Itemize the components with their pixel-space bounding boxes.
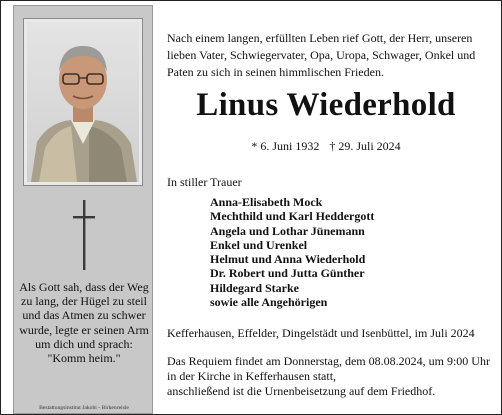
- places-and-date: Kefferhausen, Effelder, Dingelstädt und Isenbüttel, im Juli 2024: [167, 326, 475, 340]
- mourner: Hildegard Starke: [210, 280, 299, 295]
- mourner: Angela und Lothar Jünemann: [210, 223, 365, 238]
- deceased-name: Linus Wiederhold: [196, 87, 456, 123]
- mourner: Helmut und Anna Wiederhold: [210, 252, 366, 267]
- verse-line: um dich und sprach:: [35, 336, 133, 351]
- birth-date: * 6. Juni 1932: [251, 139, 320, 153]
- requiem-info: [167, 354, 497, 400]
- requiem-line: in der Kirche in Kefferhausen statt,: [167, 369, 337, 384]
- intro-line: Paten zu sich in seinen himmlischen Frieden.: [167, 65, 384, 79]
- life-dates: [167, 139, 485, 154]
- mourners-list: [210, 195, 374, 309]
- mourner: Anna-Elisabeth Mock: [210, 195, 323, 209]
- requiem-line: Das Requiem findet am Donnerstag, dem 08.08.2024, um 9:00 Uhr: [167, 354, 490, 368]
- verse-line: zu lang, der Hügel zu steil: [21, 294, 147, 309]
- verse: [16, 280, 152, 365]
- cross-icon: [72, 200, 96, 270]
- mourner: Mechthild und Karl Heddergott: [210, 209, 375, 224]
- mourner: sowie alle Angehörigen: [210, 295, 328, 310]
- intro-line: lieben Vater, Schwiegervater, Opa, Uropa, Schwager, Onkel und: [167, 48, 476, 62]
- mourner: Enkel und Urenkel: [210, 237, 308, 252]
- verse-line: wurde, legte er seinen Arm: [19, 322, 149, 337]
- photo-frame: [23, 18, 143, 186]
- verse-line: und das Atmen zu schwer: [22, 308, 146, 323]
- side-panel: [13, 5, 153, 414]
- death-date: † 29. Juli 2024: [329, 139, 401, 153]
- mourning-heading: In stiller Trauer: [167, 175, 242, 189]
- portrait-photo: [27, 22, 139, 182]
- intro-line: Nach einem langen, erfüllten Leben rief Gott, der Herr, unseren: [167, 31, 473, 45]
- requiem-line: anschließend ist die Urnenbeisetzung auf dem Friedhof.: [167, 384, 436, 399]
- mourner: Dr. Robert und Jutta Günther: [210, 266, 365, 281]
- verse-line: Als Gott sah, dass der Weg: [19, 280, 149, 294]
- undertaker-credit: Bestattungsinstitut Jakobi - Birkenreisle: [39, 405, 129, 411]
- intro-text: [167, 30, 497, 81]
- verse-line: "Komm heim.": [47, 351, 121, 366]
